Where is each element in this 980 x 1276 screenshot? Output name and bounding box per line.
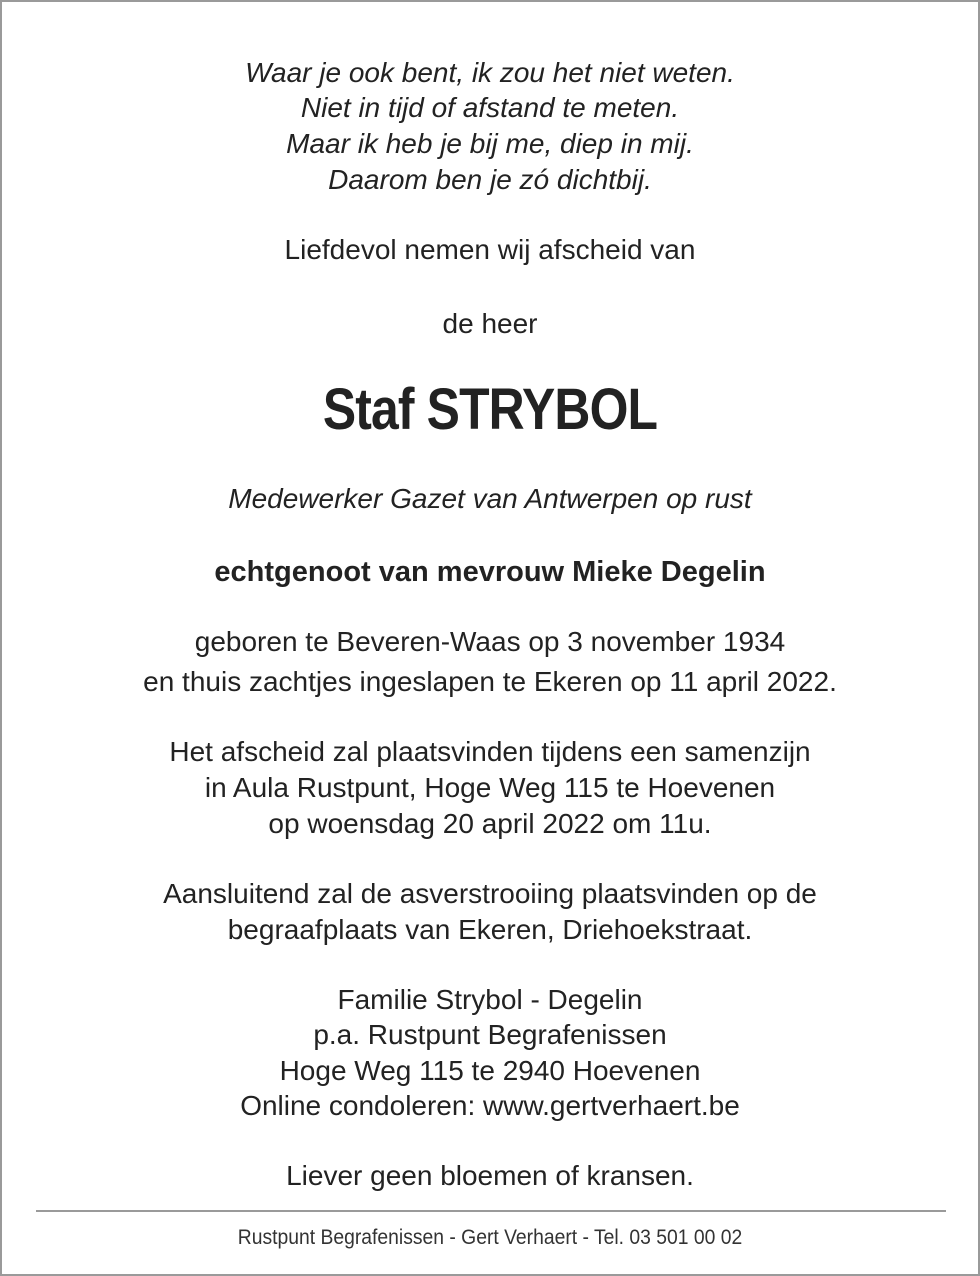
condolence-link[interactable]: Online condoleren: www.gertverhaert.be (240, 1090, 740, 1121)
poem-line: Waar je ook bent, ik zou het niet weten. (245, 57, 735, 88)
salutation: de heer (442, 308, 538, 339)
poem-line: Niet in tijd of afstand te meten. (300, 92, 680, 123)
footer-divider (36, 1210, 946, 1212)
contact-line: Hoge Weg 115 te 2940 Hoevenen (279, 1055, 701, 1086)
poem-line: Daarom ben je zó dichtbij. (328, 164, 652, 195)
death-line: en thuis zachtjes ingeslapen te Ekeren op 11 april 2022. (143, 666, 837, 697)
role-text: Medewerker Gazet van Antwerpen op rust (228, 483, 752, 514)
deceased-name: Staf STRYBOL (322, 377, 658, 442)
ceremony-line: in Aula Rustpunt, Hoge Weg 115 te Hoevenen (204, 772, 776, 803)
ceremony-line: op woensdag 20 april 2022 om 11u. (268, 808, 712, 839)
scattering-line: begraafplaats van Ekeren, Driehoekstraat. (227, 914, 753, 945)
contact-line: p.a. Rustpunt Begrafenissen (313, 1019, 667, 1050)
ceremony-line: Het afscheid zal plaatsvinden tijdens een samenzijn (169, 736, 811, 767)
intro-text: Liefdevol nemen wij afscheid van (284, 234, 696, 265)
contact-line: Familie Strybol - Degelin (337, 984, 643, 1015)
spouse-text: echtgenoot van mevrouw Mieke Degelin (214, 556, 766, 588)
scattering-line: Aansluitend zal de asverstrooiing plaatsvinden op de (163, 878, 817, 909)
flowers-note: Liever geen bloemen of kransen. (286, 1160, 694, 1191)
footer-text: Rustpunt Begrafenissen - Gert Verhaert - Tel. 03 501 00 02 (237, 1226, 743, 1249)
poem-line: Maar ik heb je bij me, diep in mij. (286, 128, 694, 159)
birth-line: geboren te Beveren-Waas op 3 november 1934 (194, 626, 786, 657)
